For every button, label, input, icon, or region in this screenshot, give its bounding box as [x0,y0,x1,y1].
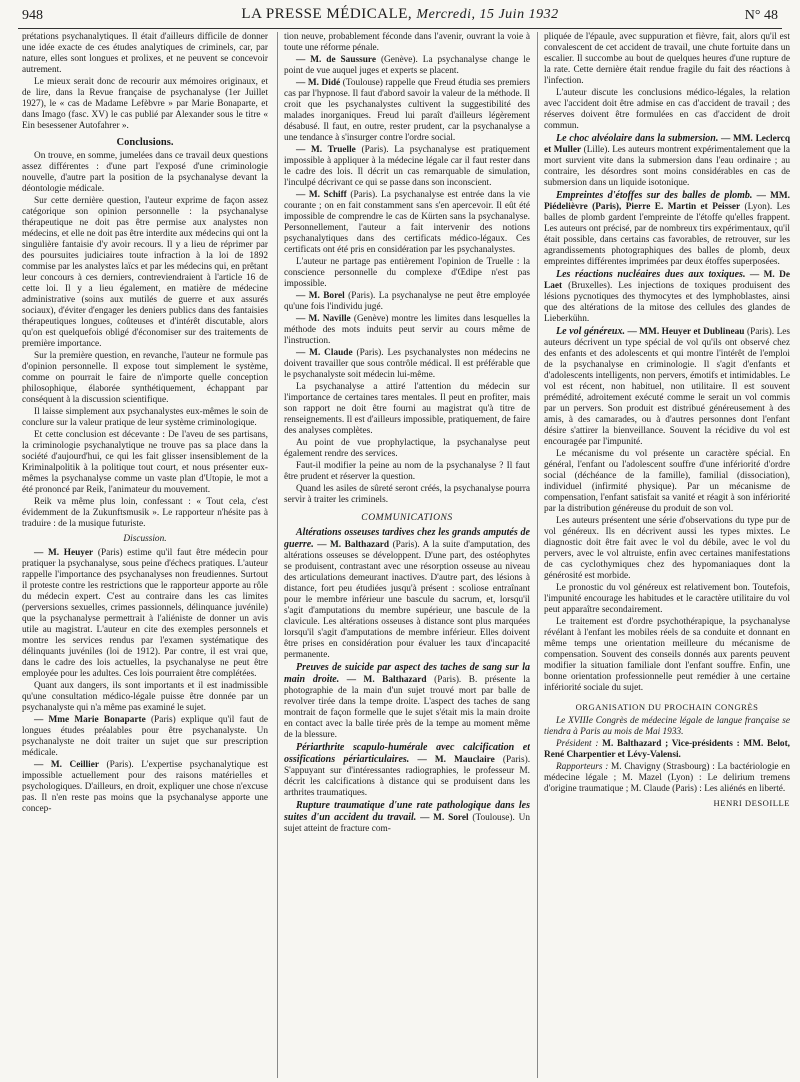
paragraph: Quand les asiles de sûreté seront créés, la psychanalyse pourra servir à traiter les criminels. [284,484,530,505]
communication-title: Périarthrite scapulo-humérale avec calcification et ossifications périarticulaires. [284,742,530,765]
paragraph [284,291,530,313]
paragraph: prétations psychanalytiques. Il était d'ailleurs difficile de donner une idée exacte de ces études analytiques de criminels, car, par nature, elles sont longues et prolixes, et ne peuvent se concevoir autrement. [22,32,268,75]
paragraph: On trouve, en somme, jumelées dans ce travail deux questions assez différentes : d'une part l'exposé d'une criminologie nouvelle, d'autre part la position de la psychanalyse devant la déontologie médicale. [22,151,268,194]
author-signature: HENRI DESOILLE [713,798,790,808]
speaker-name: — M. Schiff [296,190,347,200]
communication-entry [284,527,530,661]
communication-entry [284,742,530,799]
speaker-text: (Paris). Les auteurs décrivent un type spécial de vol qu'ils ont observé chez des enfants et des adolescents et qui montre l'intérêt de l'emploi de la psychanalyse en criminologie. Il s'agit d'enfants et d'adolescents intelligents, non pervers, émotifs et intimidables. Le vol est récent, non habituel, non utilitaire. Il est souvent prémédité, adroitement exécuté comme le serait un vol commis par un pervers. Son produit est distribué généreusement à des amis, à des camarades, ou à d'autres personnes dont l'enfant désire s'attirer la bienveillance. Souvent la récidive du vol est encouragée par l'impunité. [544,327,790,447]
column-1 [22,32,268,1078]
paragraph: Le mécanisme du vol présente un caractère spécial. En général, l'enfant ou l'adolescent souffre d'une infériorité d'ordre social (déchéance de la famille), familial (dissociation), individuel (infirmité physique). Par un mécanisme de compensation, l'enfant satisfait sa vanité et réagit à son infériorité par la distribution généreuse du produit de son vol. [544,449,790,514]
paragraph: Sur cette dernière question, l'auteur exprime de façon assez catégorique son opinion personnelle : la psychanalyse thérapeutique ne doit pas être permise aux analystes non médecins, et elle ne doit pas être interdite aux médecins qui ont la singulière fantaisie d'y avoir recours. Il y a lieu de réprimer par des poursuites judiciaires toute infraction à la loi de 1892 commise par les analystes laïcs et par les médecins qui, en prêtant leur concours à ces derniers, contreviendraient à l'article 16 de cette loi. Il y a lieu également, en matière de médecine administrative (soins aux mutilés de guerre et aux assurés sociaux), d'éviter d'engager les deniers publics dans des fantaisies thérapeutiques longues, coûteuses et d'intérêt discutable, alors qu'on est quelquefois obligé d'économiser sur des traitements de première importance. [22,196,268,349]
communication-entry [284,662,530,741]
speaker-name: — MM. Leclercq et Muller [544,134,790,155]
speaker-name: — M. Balthazard [346,675,427,685]
speaker-text: (Lyon). Les balles de plomb gardent l'empreinte de l'étoffe qu'elles frappent. Les auteurs ont précisé, par de nombreux tirs expérimentaux, qu'il était possible, dans certains cas favorables, de retrouver, sur les agrandissements photographiques des balles de plomb, deux empreintes différentes imprimées par deux étoffes superposées. [544,202,790,267]
journal-title [18,6,782,23]
speaker-name: — MM. Heuyer et Dublineau [627,327,745,337]
speaker-name: — M. Naville [296,314,351,324]
speaker-name: — M. Mauclaire [417,755,495,765]
paragraph: Reik va même plus loin, confessant : « Tout cela, c'est évidemment de la Zukunftsmusik ». Le rapporteur n'hésite pas à traduire : de la musique futuriste. [22,497,268,529]
paragraph: Le pronostic du vol généreux est relativement bon. Toutefois, l'impunité encourage les habitudes et le caractère utilitaire du vol peut apparaître secondairement. [544,583,790,615]
speaker-text: (Paris). La psychanalyse est pratiquement impossible à appliquer à la médecine légale car il faut rester dans le cadre des lois. Il décrit un cas remarquable de simulation, l'inculpé décrivant ce qui se passe dans son inconscient. [284,145,530,188]
paragraph [22,760,268,815]
paragraph [284,55,530,77]
speaker-text: (Paris) explique qu'il faut de longues études préalables pour être psychanalyste. Un psychanalyste ne doit traiter un sujet que sur prescription médicale. [22,715,268,758]
organisation-heading: ORGANISATION DU PROCHAIN CONGRÈS [575,702,759,712]
speaker-name: — M. Didé [296,78,341,88]
paragraph [544,762,790,795]
speaker-name: — MM. Piédelièvre (Paris), Pierre E. Martin et Peisser [544,191,790,212]
paragraph [284,78,530,144]
communication-entry [544,133,790,189]
communication-title: Rupture traumatique d'une rate pathologique dans les suites d'un accident du travail. [284,800,530,823]
paragraph: Quant aux dangers, ils sont importants et il est inadmissible qu'une consultation médico-légale puisse être donnée par un psychanalyste qui n'a même pas examiné le sujet. [22,681,268,713]
rapporteurs-list: M. Chavigny (Strasbourg) : La bactériologie en médecine légale ; M. Mazel (Lyon) : Le delirium tremens d'origine traumatique ; M. Claude (Paris) : Les aliénés en liberté. [544,762,790,794]
speaker-name: — M. Heuyer [34,548,94,558]
column-2 [284,32,530,1078]
paragraph [284,145,530,189]
paragraph [22,548,268,680]
issue-date: Mercredi, 15 Juin 1932 [416,7,559,22]
speaker-text: (Toulouse) rappelle que Freud étudia ses premiers cas par l'hypnose. Il faut d'abord savoir la valeur de la méthode. Il croit que les psychanalystes cultivent la suggestibilité des malades inorganiques. Freud lui paraît d'ailleurs légèrement désabusé. Il faut, en outre, rester prudent, car la psychanalyse a une tendance à s'insurger contre l'ordre social. [284,78,530,143]
section-heading-conclusions: Conclusions. [116,137,174,148]
speaker-name: — M. Claude [296,348,353,358]
communication-title: Les réactions nucléaires dues aux toxiques. [556,269,746,280]
speaker-text: (Paris). A la suite d'amputation, des altérations osseuses se développent. D'une part, des ostéophytes se produisent, contrastant avec une résorption osseuse au niveau des articulations demeurant inactives. D'autre part, des lésions à distance, fort peu étudiées jusqu'à présent : scoliose entraînant pour le membre inférieur une bascule du sacrum, et, lorsqu'il s'agit d'amputations du membre supérieur, une bascule de la clavicule. Les altérations osseuses à distance sont plus marquées lorsqu'il s'agit d'amputations de membre inférieur. Elles doivent être prises en considération pour évaluer les taux d'incapacité permanente. [284,540,530,660]
role-label: Président : [556,739,599,749]
speaker-name: — M. Truelle [296,145,356,155]
speaker-text: (Genève). La psychanalyse change le point de vue auquel juges et experts se placent. [284,55,530,76]
paragraph: L'auteur discute les conclusions médico-légales, la relation avec l'accident doit être admise en cas d'accident de travail ; des réserves doivent être formulées en cas d'accident de droit commun. [544,88,790,131]
communication-entry [544,326,790,448]
speaker-text: (Paris). S'appuyant sur d'intéressantes radiographies, le professeur M. décrit les calcifications à distance qui se produisent dans les arthrites traumatiques. [284,755,530,798]
column-divider [537,32,538,1078]
speaker-text: (Paris). La psychanalyse ne peut être employée qu'une fois l'individu jugé. [284,291,530,312]
speaker-name: — M. Balthazard [317,540,390,550]
speaker-name: — M. Ceillier [34,760,99,770]
communication-entry [544,269,790,325]
paragraph: Au point de vue prophylactique, la psychanalyse peut également rendre des services. [284,438,530,459]
communication-title: Le choc alvéolaire dans la submersion. [556,133,719,144]
speaker-text: (Lille). Les auteurs montrent expérimentalement que la mort survient vite dans la submersion dans l'eau ordinaire ; au contraire, les désordres sont moins considérables en cas de submersion dans un liquide isotonique. [544,145,790,188]
paragraph: pliquée de l'épaule, avec suppuration et fièvre, fait, alors qu'il est convalescent de cet accident de travail, une chute fortuite dans un escalier. Il succombe au bout de quelques heures d'une rupture de la rate. Cette dernière était rendue fragile du fait des réactions à l'infection. [544,32,790,86]
paragraph [284,190,530,256]
paragraph: Le traitement est d'ordre psychothérapique, la psychanalyse révélant à l'enfant les mobiles réels de sa conduite et donnant en même temps une orientation meilleure du mécanisme de compensation. Souvent des conseils donnés aux parents peuvent modifier la situation familiale dont l'enfant souffre. Enfin, une bonne orientation professionnelle peut remédier à une certaine infériorité sociale du sujet. [544,617,790,693]
paragraph [544,739,790,761]
page-number: 948 [22,8,43,23]
speaker-name: — M. De Laet [544,270,790,291]
paragraph [544,716,790,738]
communication-entry [284,800,530,835]
paragraph: Il laisse simplement aux psychanalystes eux-mêmes le soin de conclure sur la valeur pratique de leur système criminologique. [22,407,268,428]
speaker-text: (Genève) montre les limites dans lesquelles la méthode des mots induits peut servir au cours même de l'instruction. [284,314,530,346]
speaker-text: (Bruxelles). Les injections de toxiques produisent des lésions pycnotiques des thymocytes et des lymphoblastes, ainsi que des altérations de la mitose des cellules des glandes de Lieberkühn. [544,281,790,324]
speaker-name: — M. Borel [296,291,345,301]
congress-announcement: Le XVIIIe Congrès de médecine légale de langue française se tiendra à Paris au mois de Mai 1933. [544,716,790,737]
role-label: Rapporteurs : [556,762,609,772]
paragraph: L'auteur ne partage pas entièrement l'opinion de Truelle : la conscience personnelle du complexe d'Œdipe n'est pas impossible. [284,257,530,289]
communication-title: Preuves de suicide par aspect des taches de sang sur la main droite. [284,662,530,685]
issue-number: N° 48 [744,8,778,23]
paragraph: Les auteurs présentent une série d'observations du type pur de vol généreux. Ils en décrivent aussi les types mixtes. Le diagnostic doit être fait avec le vol du débile, avec le vol du pervers, avec le vol altruiste, enfin avec certaines manifestations de cas cyclothymiques chez des hypomaniaques dont la générosité est morbide. [544,516,790,581]
paragraph [22,715,268,759]
communication-title: Altérations osseuses tardives chez les grands amputés de guerre. [284,527,530,550]
column-divider [277,32,278,1078]
speaker-text: (Toulouse). Un sujet atteint de fracture com- [284,813,530,834]
speaker-name: — Mme Marie Bonaparte [34,715,146,725]
communication-title: Le vol généreux. [556,326,625,337]
officers-list: M. Balthazard ; Vice-présidents : MM. Belot, René Charpentier et Lévy-Valensi. [544,739,790,760]
communication-title: Empreintes d'étoffes sur des balles de plomb. [556,190,753,201]
paragraph: Le mieux serait donc de recourir aux mémoires originaux, et de lire, dans la Revue française de psychanalyse (1er Juillet 1927), le « cas de Madame Lefèbvre » par Marie Bonaparte, et dans Imago (fasc. XV) le cas publié par Alexander sous le titre « Ein besessener Autofahrer ». [22,77,268,131]
paragraph: Sur la première question, en revanche, l'auteur ne formule pas d'opinion personnelle. Il expose tout simplement le système, comme on pourrait le faire de n'importe quelle conception philosophique, élaborée synthétiquement, échappant par conséquent à la discussion scientifique. [22,351,268,405]
speaker-text: (Paris) estime qu'il faut être médecin pour pratiquer la psychanalyse, sous peine d'échecs pratiques. L'auteur rappelle l'importance des psychanalyses non freudiennes. Surtout il proteste contre les restrictions que le rapporteur apporte au rôle du médecin expert. C'est au contraire dans les cas limites (perversions sexuelles, crimes passionnels, délinquance juvénile) que la psychanalyse permettrait à l'aliéniste de donner un avis utile au magistrat. L'auteur en cite des exemples personnels et montre les services rendus par l'examen systématique des délinquants juvéniles (loi de 1912). Par contre, il est vrai que, dans le cadre des lois actuelles, la psychanalyse ne peut être employée pour les adultes. Ces lois pourraient être complétées. [22,548,268,679]
page-header [18,4,782,29]
journal-name: LA PRESSE MÉDICALE, [241,6,413,22]
paragraph [284,348,530,381]
paragraph [284,314,530,347]
speaker-text: (Paris). L'expertise psychanalytique est impossible actuellement pour des raisons matérielles et psychologiques. D'ailleurs, en droit, expliquer une chose n'excuse pas. Il n'en reste pas moins que la psychanalyse apporte une concep- [22,760,268,814]
speaker-name: — M. de Saussure [296,55,376,65]
speaker-text: (Paris). Les psychanalystes non médecins ne doivent travailler que sous contrôle médical. Il est préférable que le psychanalyste soit médecin lui-même. [284,348,530,380]
paragraph: La psychanalyse a attiré l'attention du médecin sur l'importance de certaines tares mentales. Il peut en profiter, mais son rapport ne doit être fourni au magistrat qu'à titre de renseignements. Il est d'ailleurs impossible, pratiquement, de faire des analyses complètes. [284,382,530,436]
discussion-heading: Discussion. [123,534,167,544]
communications-heading: COMMUNICATIONS [361,512,453,523]
article-columns [22,32,790,1078]
column-3 [544,32,790,1078]
speaker-text: (Paris). B. présente la photographie de la main d'un sujet trouvé mort par balle de revolver tirée dans la tempe droite. L'aspect des taches de sang montrait de façon formelle que le sujet s'était mis la main droite en contact avec la balle tirée près de la tempe au moment même de la blessure. [284,675,530,740]
paragraph: Faut-il modifier la peine au nom de la psychanalyse ? Il faut être prudent et réserver la question. [284,461,530,482]
paragraph: tion neuve, probablement féconde dans l'avenir, ouvrant la voie à toute une réforme pénale. [284,32,530,53]
speaker-name: — M. Sorel [420,813,469,823]
paragraph: Et cette conclusion est décevante : De l'aveu de ses partisans, la criminologie psychanalytique ne trouve pas sa place dans la société d'aujourd'hui, ce qui les fait glisser insensiblement de la Kriminalpolitik à la politique tout court, et nous présenter eux-mêmes la psychanalyse comme un vaste plan d'Utopie, le mot a été prononcé par Reik, l'animateur du mouvement. [22,430,268,495]
communication-entry [544,190,790,268]
speaker-text: (Paris). La psychanalyse est entrée dans la vie courante ; on en fait constamment sans s'en apercevoir. Il eût été impossible de comprendre le cas de Kürten sans la psychanalyse. Personnellement, l'auteur a fait intervenir des notions psychanalytiques dans des certificats médico-légaux. Ces certificats ont été pris en considération par les psychanalystes. [284,190,530,255]
